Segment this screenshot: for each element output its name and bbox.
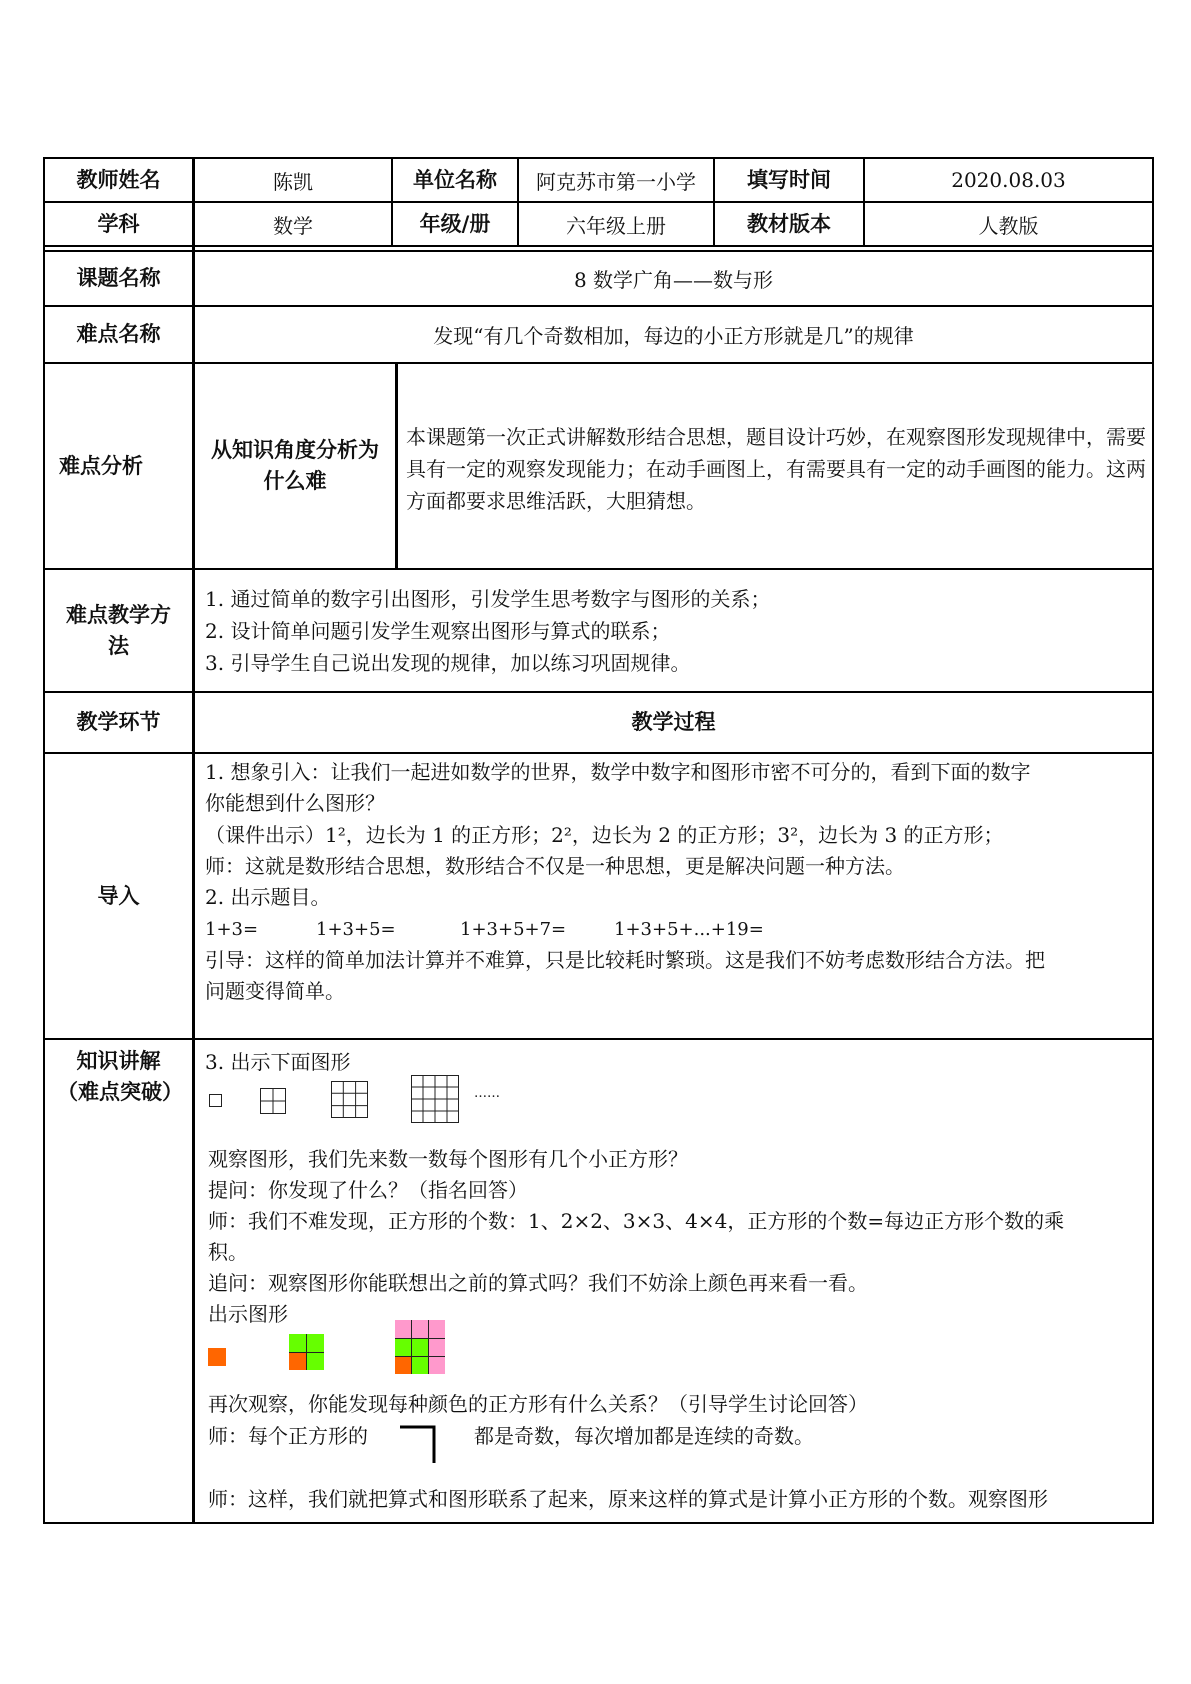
teacher-name-label: 教师姓名	[76, 167, 161, 192]
topic-value: 8 数学广角——数与形	[573, 268, 774, 292]
intro-line-1: 1. 想象引入：让我们一起进如数学的世界，数学中数字和图形市密不可分的，看到下面的数字	[205, 760, 1031, 784]
intro-line-4: 师：这就是数形结合思想，数形结合不仅是一种思想，更是解决问题一种方法。	[205, 854, 905, 878]
teaching-process-title: 教学过程	[631, 710, 716, 734]
ellipsis-text: ……	[474, 1086, 500, 1101]
equation-4: 1+3+5+...+19=	[614, 919, 764, 940]
grade-value: 六年级上册	[566, 213, 666, 238]
colored-square-1	[208, 1348, 226, 1366]
knowledge-line-1: 3. 出示下面图形	[205, 1050, 351, 1074]
knowledge-line-5: 积。	[208, 1240, 248, 1264]
analysis-label: 难点分析	[59, 453, 143, 478]
grid-2x2-icon	[260, 1088, 286, 1114]
grid-4x4-icon	[411, 1075, 459, 1123]
equation-3: 1+3+5+7=	[460, 919, 567, 940]
corner-bracket-icon	[398, 1425, 438, 1465]
intro-label: 导入	[97, 883, 140, 908]
intro-line-2: 你能想到什么图形？	[205, 791, 385, 815]
knowledge-line-2: 观察图形，我们先来数一数每个图形有几个小正方形？	[208, 1147, 688, 1171]
unit-name-label: 单位名称	[413, 167, 497, 192]
difficulty-label: 难点名称	[76, 322, 161, 346]
grid-1x1-icon	[209, 1094, 222, 1107]
method-label: 难点教学方法	[66, 602, 171, 658]
topic-label: 课题名称	[76, 266, 161, 290]
equation-2: 1+3+5=	[316, 919, 396, 940]
knowledge-line-7: 出示图形	[208, 1302, 288, 1326]
subject-label: 学科	[97, 211, 140, 236]
intro-line-6: 引导：这样的简单加法计算并不难算，只是比较耗时繁琐。这是我们不妨考虑数形结合方法。把	[205, 948, 1045, 972]
knowledge-line-3: 提问：你发现了什么？（指名回答）	[208, 1178, 528, 1202]
teaching-stage-label: 教学环节	[76, 710, 161, 734]
intro-line-3: （课件出示）1²，边长为 1 的正方形；2²，边长为 2 的正方形；3²，边长为 3 的正方形；	[205, 823, 1004, 847]
analysis-text: 本课题第一次正式讲解数形结合思想，题目设计巧妙，在观察图形发现规律中，需要具有一定的观察发现能力；在动手画图上，有需要具有一定的动手画图的能力。这两方面都要求思维活跃，大胆猜想。	[406, 425, 1146, 513]
knowledge-line-9b: 都是奇数，每次增加都是连续的奇数。	[474, 1424, 814, 1448]
fill-date-label: 填写时间	[747, 167, 831, 192]
knowledge-line-6: 追问：观察图形你能联想出之前的算式吗？我们不妨涂上颜色再来看一看。	[208, 1271, 868, 1295]
equation-1: 1+3=	[205, 919, 259, 940]
textbook-edition-value: 人教版	[978, 213, 1039, 238]
subject-value: 数学	[273, 213, 313, 238]
grid-3x3-icon	[331, 1081, 368, 1118]
fill-date-value: 2020.08.03	[951, 168, 1066, 192]
intro-line-5: 2. 出示题目。	[205, 885, 331, 909]
knowledge-line-10: 师：这样，我们就把算式和图形联系了起来，原来这样的算式是计算小正方形的个数。观察图形	[208, 1487, 1048, 1511]
knowledge-line-4: 师：我们不难发现，正方形的个数：1、2×2、3×3、4×4，正方形的个数=每边正方形个数的乘	[208, 1209, 1065, 1233]
textbook-edition-label: 教材版本	[747, 211, 831, 236]
grade-label: 年级/册	[419, 211, 491, 236]
method-item-1: 1. 通过简单的数字引出图形，引发学生思考数字与图形的关系；	[205, 587, 771, 611]
difficulty-value: 发现“有几个奇数相加，每边的小正方形就是几”的规律	[433, 324, 914, 348]
intro-line-7: 问题变得简单。	[205, 979, 345, 1003]
method-item-3: 3. 引导学生自己说出发现的规律，加以练习巩固规律。	[205, 651, 691, 675]
knowledge-line-9a: 师：每个正方形的	[208, 1424, 368, 1448]
knowledge-label: 知识讲解（难点突破）	[57, 1049, 183, 1104]
knowledge-line-8: 再次观察，你能发现每种颜色的正方形有什么关系？（引导学生讨论回答）	[208, 1392, 868, 1416]
unit-name-value: 阿克苏市第一小学	[536, 169, 696, 194]
method-item-2: 2. 设计简单问题引发学生观察出图形与算式的联系；	[205, 619, 671, 643]
teacher-name-value: 陈凯	[273, 169, 313, 194]
analysis-sub-label: 从知识角度分析为什么难	[211, 438, 379, 493]
